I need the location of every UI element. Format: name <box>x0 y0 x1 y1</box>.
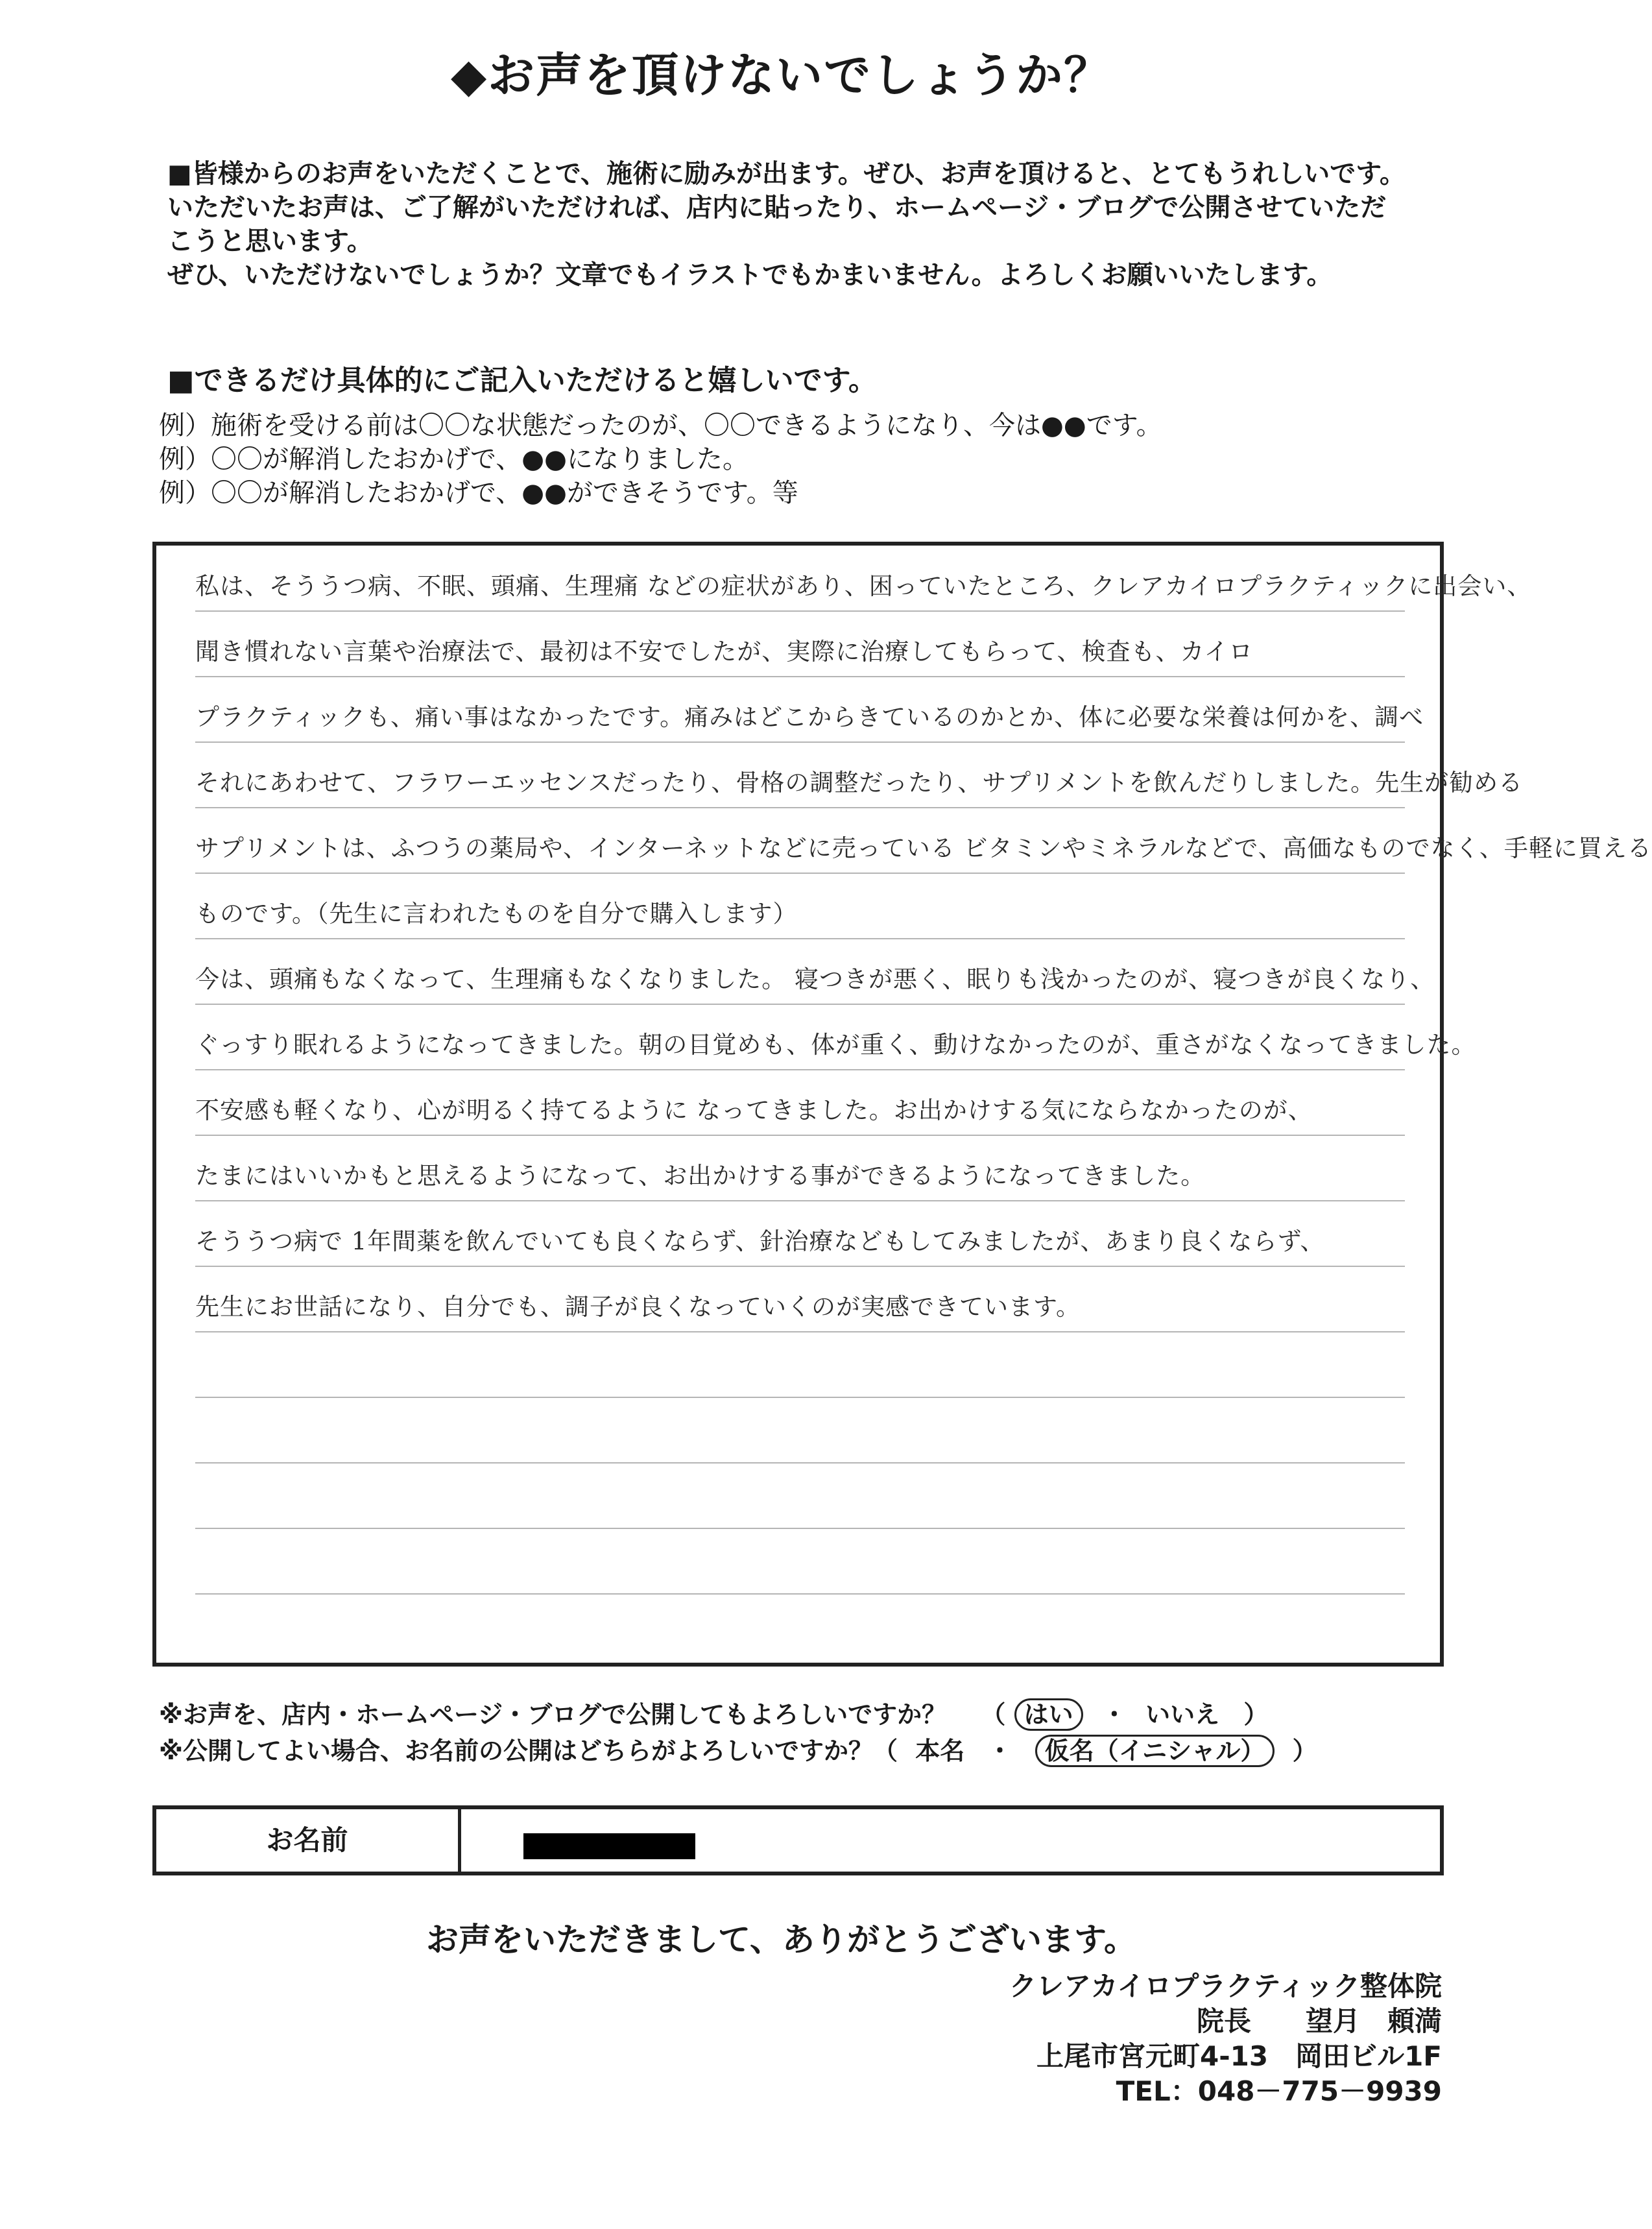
ruled-line <box>195 1332 1405 1398</box>
paren-open: （ <box>981 1700 1006 1729</box>
handwritten-text: プラクティックも、痛い事はなかったです。痛みはどこからきているのかとか、体に必要な栄養は何かを、調べ <box>195 703 1424 731</box>
handwritten-text: ぐっすり眠れるようになってきました。朝の目覚めも、体が重く、動けなかったのが、重さがなくなってきました。 <box>195 1031 1476 1059</box>
ruled-line <box>195 1201 1405 1267</box>
redacted-name <box>523 1833 695 1859</box>
handwritten-text: たまにはいいかもと思えるようになって、お出かけする事ができるようになってきました。 <box>195 1162 1206 1190</box>
page-title: ◆お声を頂けないでしょうか？ <box>450 48 1112 102</box>
clinic-address: 上尾市宮元町4-13 岡田ビル1F <box>1036 2040 1442 2072</box>
handwritten-text: それにあわせて、フラワーエッセンスだったり、骨格の調整だったり、サプリメントを飲んだりしました。先生が勧める <box>195 769 1524 797</box>
option-no[interactable]: いいえ <box>1145 1700 1220 1729</box>
publish-question <box>159 1696 1317 1733</box>
ruled-line <box>195 742 1524 808</box>
ruled-line <box>195 939 1435 1005</box>
handwritten-text: 今は、頭痛もなくなって、生理痛もなくなりました。 寝つきが悪く、眠りも浅かったのが、寝つきが良くなり、 <box>195 965 1435 993</box>
option-alias[interactable]: 仮名（イニシャル） <box>1035 1735 1275 1767</box>
thanks-message: お声をいただきまして、ありがとうございます。 <box>426 1921 1136 1958</box>
ruled-line <box>195 1135 1405 1201</box>
example-line: 例）施術を受ける前は〇〇な状態だったのが、〇〇できるようになり、今は●●です。 <box>159 411 1162 440</box>
name-label: お名前 <box>156 1809 461 1872</box>
testimonial-textbox[interactable] <box>152 542 1652 1667</box>
ruled-line <box>195 1528 1405 1595</box>
clinic-tel: TEL：048－775－9939 <box>1116 2075 1442 2107</box>
ruled-line <box>195 1004 1476 1070</box>
handwritten-text: サプリメントは、ふつうの薬局や、インターネットなどに売っている ビタミンやミネラルなどで、高価なものでなく、手軽に買える <box>195 834 1652 862</box>
ruled-line <box>195 1070 1405 1136</box>
option-separator: ・ <box>987 1737 1012 1765</box>
handwritten-text: 不安感も軽くなり、心が明るく持てるように なってきました。お出かけする気にならなかったのが、 <box>195 1096 1313 1124</box>
intro-text <box>167 157 1452 292</box>
ruled-line <box>195 546 1532 612</box>
ruled-line <box>195 677 1424 743</box>
clinic-info <box>1009 1969 1442 2109</box>
section-heading: ■できるだけ具体的にご記入いただけると嬉しいです。 <box>167 364 878 397</box>
publish-question-text: ※お声を、店内・ホームページ・ブログで公開してもよろしいですか？ <box>159 1700 947 1729</box>
intro-line: ■皆様からのお声をいただくことで、施術に励みが出ます。ぜひ、お声を頂けると、とてもうれしいです。 <box>167 159 1406 189</box>
example-line: 例）〇〇が解消したおかげで、●●になりました。 <box>159 444 749 474</box>
clinic-director: 院長 望月 頼満 <box>1196 2005 1442 2037</box>
ruled-line <box>195 873 1405 939</box>
clinic-name: クレアカイロプラクティック整体院 <box>1009 1970 1442 2002</box>
intro-line: いただいたお声は、ご了解がいただければ、店内に貼ったり、ホームページ・ブログで公開させていただ <box>167 193 1387 223</box>
ruled-line <box>195 808 1652 874</box>
example-line: 例）〇〇が解消したおかげで、●●ができそうです。等 <box>159 478 798 508</box>
name-question <box>159 1733 1317 1769</box>
option-yes[interactable]: はい <box>1014 1698 1083 1731</box>
handwritten-text: 先生にお世話になり、自分でも、調子が良くなっていくのが実感できています。 <box>195 1293 1081 1321</box>
ruled-line <box>195 1463 1405 1529</box>
consent-section <box>159 1696 1317 1769</box>
paren-close: ） <box>1292 1737 1317 1765</box>
name-question-text: ※公開してよい場合、お名前の公開はどちらがよろしいですか？（ <box>159 1737 898 1765</box>
handwritten-text: 私は、そううつ病、不眠、頭痛、生理痛 などの症状があり、困っていたところ、クレアカイロプラクティックに出会い、 <box>195 572 1532 600</box>
handwritten-text: ものです。（先生に言われたものを自分で購入します） <box>195 900 798 928</box>
examples <box>159 409 1162 510</box>
name-field <box>152 1805 1444 1875</box>
option-separator: ・ <box>1101 1700 1127 1729</box>
handwritten-text: 聞き慣れない言葉や治療法で、最初は不安でしたが、実際に治療してもらって、検査も、カイロ <box>195 638 1254 666</box>
ruled-line <box>195 1397 1405 1464</box>
ruled-line <box>195 611 1405 677</box>
handwritten-text: そううつ病で 1年間薬を飲んでいても良くならず、針治療などもしてみましたが、あまり良くならず、 <box>195 1227 1325 1255</box>
intro-line: ぜひ、いただけないでしょうか？文章でもイラストでもかまいません。よろしくお願いいたします。 <box>167 260 1333 290</box>
intro-line: こうと思います。 <box>167 226 373 256</box>
option-real-name[interactable]: 本名 <box>915 1737 965 1765</box>
ruled-line <box>195 1266 1405 1332</box>
paren-close: ） <box>1243 1700 1269 1729</box>
